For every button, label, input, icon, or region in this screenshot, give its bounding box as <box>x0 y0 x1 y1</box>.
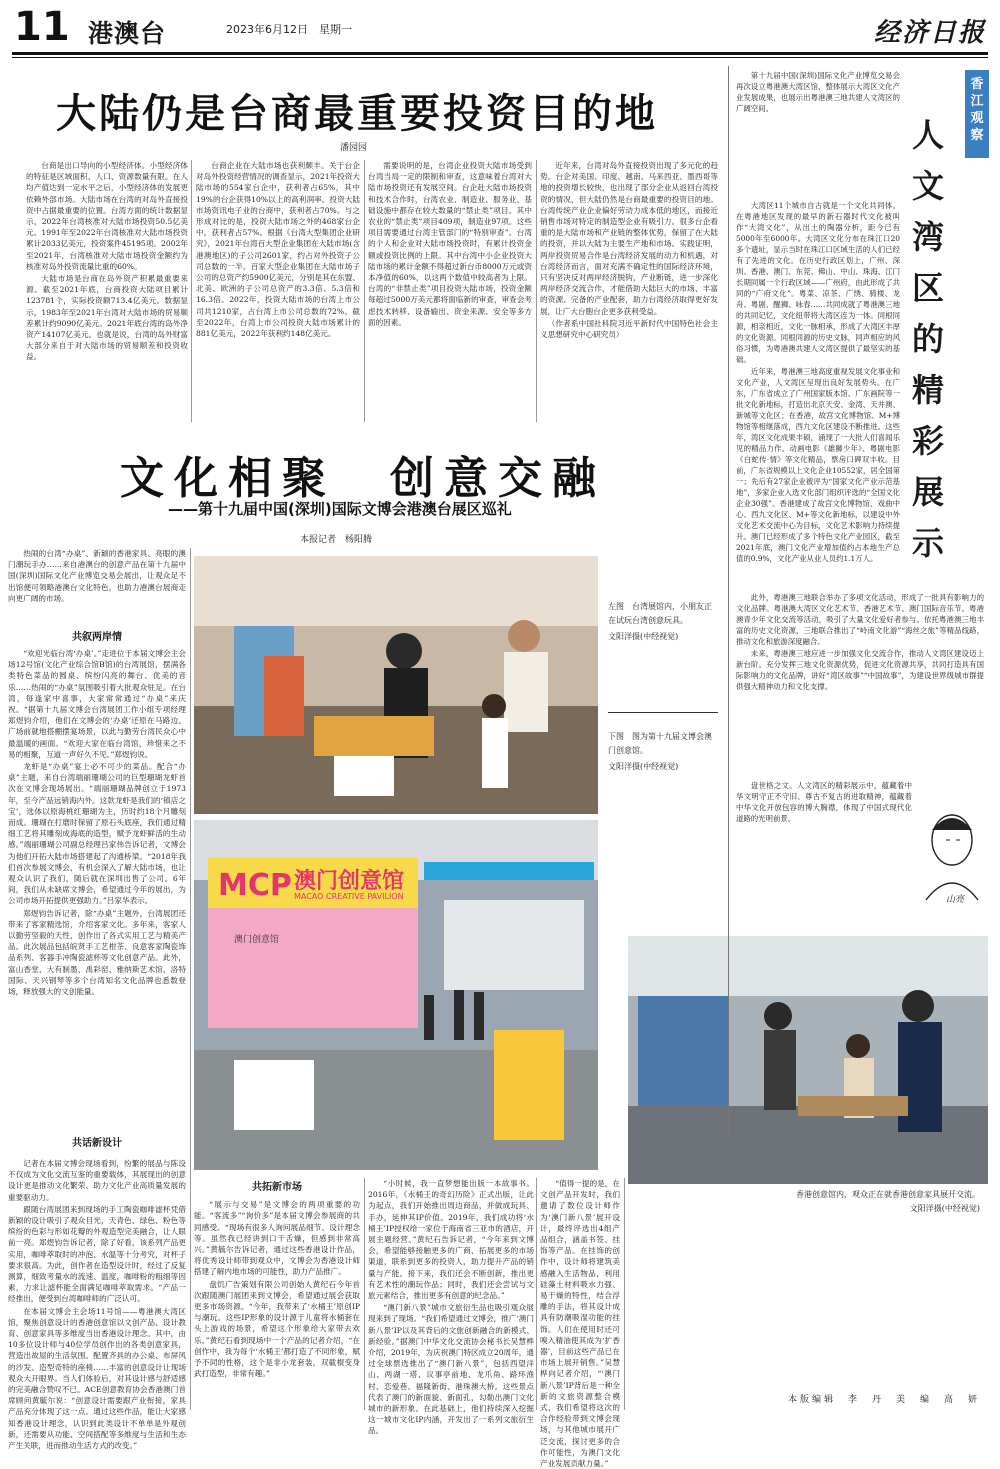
paragraph: 未来，粤港澳三地应进一步加强文化交流合作，推动人文湾区建设迈上新台阶。充分发挥三地文化资源优势，促进文化资源共享，共同打造具有国际影响力的文化品牌，讲好“湾区故事”“中国故事”，为建设世界级城市群提供强大精神动力和文化支撑。 <box>736 649 984 691</box>
article1-column-1 <box>26 160 188 422</box>
newspaper-logo: 经济日报 <box>873 18 986 48</box>
article1-author: 潘园园 <box>340 143 368 153</box>
column-rule <box>364 1178 365 1410</box>
article2-column-3 <box>368 1178 534 1436</box>
column-rule <box>191 160 192 422</box>
commentary-intro <box>736 70 900 198</box>
section-title: 港澳台 <box>88 19 167 48</box>
article1-column-3 <box>368 160 532 422</box>
column-rule <box>536 160 537 422</box>
page-number: 11 <box>14 4 70 50</box>
article2-column-1 <box>8 648 186 1128</box>
caption-bottom-photo <box>608 730 718 774</box>
paragraph: 龙虾是“办桌”宴上必不可少的菜品。配合“办桌”主题，来自台湾端丽珊瑚公司的巨型珊瑚龙虾首次在文博会现场展出。“端丽珊瑚品牌创立于1973年，至今产品远销海内外。这款龙虾是我们的‘镇店之宝’，选体以原海桃红珊瑚为主，历时约18个月雕刻而成。珊瑚在打磨时保留了原石头底座，我们通过精细工艺将其雕刻成海底的造型，赋予龙虾鲜活的生动感。”端丽珊瑚公司副总经理吕家伟告诉记者，文博会为他们开拓大陆市场搭建起了沟通桥梁。“2018年我们首次参展文博会，有机会深入了解大陆市场，也让观众认识了我们，随后就在深圳出售了公司。6年间，我们从未缺席文博会，希望通过今年的展出，为公司市场开拓提供更强助力。”吕家华表示。 <box>8 762 186 906</box>
commentary-title: 人文湾区的精彩展示 <box>911 116 944 562</box>
paragraph: “澳门新八景”城市文旅衍生品也吸引观众展现来到了现场。“我们希望通过文博会，推广‘澳门新八景’IP以及其背后的文旅创新融合的新模式、新经验。”据澳门中华文化交流协会秘书长吴慧桦介绍，2019年，为庆祝澳门特区成立20周年，通过全球票选推出了“澳门新八景”，包括西望洋山、两湖一塔、议事亭前地、龙爪角、路环渔村、恋爱巷、福隆新街、港珠澳大桥。这些景点代表了澳门的新面貌、新面孔，勾勒出澳门文化城市的新形象。在此基础上，他们持续深入挖掘这一城市文化IP内涵，开发出了一系列文旅衍生品。 <box>368 1303 534 1436</box>
article2-headline: 文化相聚 创意交融 <box>120 453 606 504</box>
paragraph: 第十九届中国(深圳)国际文化产业博览交易会再次设立粤港澳大湾区馆，整体展示大湾区文化产业发展成果，也展示出粤港澳三地共建人文湾区的广阔空间。 <box>736 71 900 113</box>
column-rule <box>536 1178 537 1410</box>
author-signature: 山亮 <box>946 895 965 905</box>
author-portrait <box>916 800 986 910</box>
column-rule <box>364 160 365 422</box>
paragraph: 记者在本届文博会现场看到，纷繁的展品与陈设不仅成为文化交流互鉴的重要载体，其展现出的创意设计更是推动文化繁荣、助力文化产业高质量发展的重要驱动力。 <box>8 1159 186 1202</box>
article1-column-2 <box>196 160 360 422</box>
caption-text: 香港创意馆内，观众正在就香港创意家具展开交流。 <box>796 1190 980 1199</box>
article1-column-4 <box>540 160 718 422</box>
subheading-2: 共话新设计 <box>72 1138 122 1149</box>
article2-lead <box>8 548 186 628</box>
photo-credit: 文阳洋摄(中经视觉) <box>909 1204 980 1213</box>
column-rule <box>624 1178 625 1410</box>
photo-taiwan-pavilion <box>194 556 598 814</box>
paragraph: 盘饥广告策划有限公司创始人黄纪石今年首次跟随澳门展团来到文博会，希望通过展会获取更多市场资源。“今年，我带来了‘水桶王’原创IP与潮玩。这些IP形象的设计源于儿童将水桶套在头上游戏的场景，希望这个形象给大家带去欢乐。”黄纪石看到现场中一个产品的记者介绍，“在创作中，我为每个‘水桶王’都打造了不同形象，赋予不同的性格，这个是非小龙套装，双截棍变身武打造型，非常有趣。” <box>194 1279 360 1379</box>
paragraph: 跟随台湾展团来到现场的手工陶瓷咖啡滤杯凭借新颖的设计吸引了观众目光，天青色、绿色、粉色等缤纷的色彩与形如花瓣的外观造型完美融合，让人眼前一亮。郑煜钧告诉记者，除了好看，该系列产品更实用，咖啡萃取时的冲泡、水温等十分考究，对杯子要求很高。为此，创作者在造型设计时，经过了反复测算，细致考量水的流速、温度，咖啡粉的粗细等因素，力求让滤杯能全面满足咖啡萃取需求。“产品一经推出，便受到台湾咖啡师的广泛认可。 <box>8 1204 186 1304</box>
paragraph: 近年来，粤港澳三地高度重视发展文化事业和文化产业，人文湾区呈现出良好发展势头。在广东，广东省成立了广州国家版本馆、广东画院等一批文化新地标，打造出北京天安、金湾、天井澳、新城等文化区；在香港，故宫文化博物馆、M+博物馆等相继落成，西九文化区建设不断推进。这些年，湾区文化成果丰硕，涌现了一大批人们喜闻乐见的精品力作。动画电影《雄狮少年》、粤剧电影《白蛇传·情》等文化精品，票房口碑双丰收。目前，广东省规模以上文化企业10552家，居全国第一；先后有27家企业被评为“国家文化产业示范基地”，多家企业入选文化部门组织评选的“全国文化企业30强”。香港建成了故宫文化博物馆、戏曲中心、西九文化区、M+等文化新地标，以建设中外文化艺术交流中心为目标，文化艺术影响力持续提升。澳门已经形成了多个特色文化产业园区，截至2021年底，澳门文化产业增加值约占本地生产总值的0.9%，文化产业从业人员约1.1万人。 <box>736 367 900 563</box>
photo-credit: 文阳洋摄(中经视觉) <box>608 762 679 771</box>
author-note: （作者系中国社科院习近平新时代中国特色社会主义思想研究中心研究员） <box>540 318 718 340</box>
photo-credit: 文阳洋摄(中经视觉) <box>608 632 679 641</box>
header-rule-thin <box>12 57 988 58</box>
paragraph: 此外，粤港澳三地联合举办了多项文化活动，形成了一批具有影响力的文化品牌。粤港澳大湾区文化艺术节、香港艺术节、澳门国际音乐节、粤港澳青少年文化交流等活动，吸引了大量文化爱好者参与。依托粤港澳三地丰富的历史文化资源，三地联合推出了“岭南文化游”“海丝之旅”等精品线路，推动文化和旅游深度融合。 <box>736 593 984 646</box>
article1-headline: 大陆仍是台商最重要投资目的地 <box>56 91 658 137</box>
paragraph: 台商是出口导向的小型经济体。小型经济体的特征是区域面积、人口、资源数量有限。在人均产值达到一定水平之后，小型经济体的发展更依赖外部市场。大陆市场在台湾的对岛外直接投资中占据最重要的位置。台湾方面的统计数据显示，2022年台湾核准对大陆市场投资50.5亿美元。1991年至2022年台湾核准对大陆市场投资累计2033亿美元，投资案件45195项。2002年至2021年，台湾核准对大陆市场投资金额约为核准对岛外投资流量比重的60%。 <box>26 161 188 271</box>
paragraph: 大湾区11个城市自古就是一个文化共同体。在粤港地区发现的最早的新石器时代文化被叫作“大湾文化”，从出土的陶器分析，距今已有5000年至6000年。大湾区文化分布在珠江口20多个遗址，显示当时在珠江口区域生活的人们已经有了先进的文化。在历史行政区划上，广州、深圳、香港、澳门、东莞、佛山、中山、珠海、江门长期同属一个行政区域——广州府，由此形成了共同的“广府文化”。粤菜、凉茶、广绣、骑楼、龙舟、粤剧、醒狮、咏春……共同成就了粤港澳三地的共同记忆，文化纽带将大湾区连为一体。同根同源，相亲相近，文化一脉相承，形成了大湾区丰厚的文化资源。同根同源的历史文脉，同声相应的风俗习惯，为粤港澳共建人文湾区提供了最坚实的基础。 <box>736 201 900 364</box>
paragraph: 台商企业在大陆市场也获利颇丰。关于台企对岛外投资经营情况的调查显示，2021年投资大陆市场的554家台企中，获利者占65%，其中19%的台企获得10%以上的高利润率。投资大陆市场资讯电子业的台商中，获利者占70%。与之形成对比的是，投资大陆市场之外的468家台企中，获利者占57%。根据《台湾大型集团企业研究》，2021年台湾百大型企业集团在大陆市场(含港澳地区)的子公司2601家，约占对外投资子公司总数的一半。百家大型企业集团在大陆市场子公司的总资产约5900亿美元，分别是其在东盟、北美、欧洲的子公司总资产的3.3倍、5.3倍和16.3倍。2022年，投资大陆市场的台湾上市公司共1210家，占台湾上市公司总数的72%。截至2022年，台湾上市公司投资大陆市场累计的881亿美元，2022年获利约148亿美元。 <box>196 161 360 339</box>
subheading-1: 共叙两岸情 <box>72 632 122 643</box>
caption-divider <box>608 712 718 713</box>
sign-small-macao: 澳门创意馆 <box>234 935 280 945</box>
commentary-body-bottom <box>736 780 912 930</box>
paragraph: 盘世格之文。人文湾区的精彩展示中，蕴藏着中华文明守正不守旧、尊古不复古的进取精神，蕴藏着中华文化开放包容的博大胸襟，体现了中国式现代化道路的光明前景。 <box>736 781 912 823</box>
commentary-body-top <box>736 200 900 590</box>
caption-hongkong-photo <box>730 1188 980 1216</box>
sign-macao-creative-en: MACAO CREATIVE PAVILION <box>294 892 404 901</box>
sign-mcp: MCP <box>218 868 292 903</box>
caption-left-photo <box>608 600 718 644</box>
photo-macao-pavilion <box>194 820 598 1170</box>
column-rule <box>190 548 191 1410</box>
article2-column-2 <box>194 1178 360 1410</box>
editor-credits: 本版编辑 李 丹 美 编 高 妍 <box>787 1395 980 1405</box>
paragraph: 郑煜钧告诉记者，除“办桌”主题外，台湾展团还带来了客家精选馆，介绍客家文化。多年来，客家人以勤劳坚毅的天性，创作出了各式实用工艺与精美产品。此次展品包括皖贤手工艺柑茶、良意客家陶瓷饰品系列、客器手冲陶瓷滤杯等文化创意产品。此外，富山香堂、大有制墨、禹彩窑、雅纳斯艺术馆、洛特国际、天兴钢琴等多个台湾知名文化品牌也悉数登场，释放强大的文创能量。 <box>8 908 186 997</box>
caption-text: 下图 图为第十九届文博会澳门创意馆。 <box>608 732 712 755</box>
commentary-body-wide <box>736 592 984 774</box>
paragraph: “小时候，我一直梦想能出版一本故事书。2016年，《水桶王的奇幻历险》正式出版，让此为起点，我们开始推出周边商品，并做成玩具、手办，延伸其IP价值。2019年，我们成功将‘水桶王’IP授权给一家位于海南省三亚市的酒店，开展主题经营。”黄纪石告诉记者，“今年来到文博会，希望能够接触更多的广商，拓展更多的市场渠道，联系到更多的投资人，助力提升产品的销量与产能。接下来，我们还会不断创新，推出更有艺术性的潮玩作品；同时，我们还会尝试与文旅元素结合，推出更多有创意的纪念品。” <box>368 1179 534 1301</box>
paragraph: “展示与交易”是文博会的两项重要的功能。“客流多”“询价多”是本届文博会参展商的共同感受。“现场有很多人询问展品细节、设计理念等。虽然我已经讲到口干舌燥，但感到非常高兴。”黄毓尔告诉记者，通过这些香港设计作品，将优秀设计师带到观众中，文博会为香港设计师搭建了解内地市场的可能性，助力产品推广。 <box>194 1200 360 1277</box>
article2-subtitle: ——第十九届中国(深圳)国际文博会港澳台展区巡礼 <box>168 500 512 518</box>
paragraph: 近年来，台湾对岛外直接投资出现了多元化的趋势。台企对美国、印度、越南、马来西亚、墨西哥等地的投资增长较快，也出现了部分企业从返回台湾投资的情况，但大陆仍然是台商最重要的投资目的地。台湾传统产业企业偏好劳动力成本低的地区，而接近销售市场对特定的制造型企业有吸引力。很多台企看重的是大陆市场和产业链的整体优势，保留了在大陆的投资，并以大陆为主要生产地和市场。实践证明，两岸投资贸易合作是台湾经济发展的动力和机遇，对台湾经济而言，面对充满不确定性的国际经济环境，只有坚决反对两岸经济脱钩，产业断链，进一步深化两岸经济交流合作，才能借助大陆巨大的市场、丰富的资源、完备的产业配套，助力台湾经济取得更好发展，让广大台胞台企更多获利受益。 <box>540 161 718 316</box>
column-tag: 香江观察 <box>965 70 989 158</box>
photo-taiwan-pavilion-graphic <box>194 556 598 814</box>
sign-macao-creative-cn: 澳门创意馆 <box>294 869 405 894</box>
article2-column-1b <box>8 1158 186 1451</box>
paragraph: 大陆市场是台商在岛外资产积累最重要来源。截至2021年底，台商投资大陆项目累计123781个，实际投资额713.4亿美元。数据显示，1983年至2021年台湾对大陆市场的贸易顺差累计约9090亿美元。2021年底台湾的岛外净资产14107亿美元。也就是说，台湾的岛外财富大部分来自于对大陆市场的贸易顺差和投资收益。 <box>26 274 188 362</box>
issue-date: 2023年6月12日 星期一 <box>226 23 352 36</box>
article2-author: 本报记者 杨阳腾 <box>300 535 373 545</box>
paragraph: 热闹的台湾“办桌”、新颖的香港家具、亮眼的澳门潮玩手办……来自港澳台的创意产品在第十九届中国(深圳)国际文化产业博览交易会展出，让观众足不出馆便可领略港澳台文化特色，也助力港澳台展商走向更广阔的市场。 <box>8 549 186 603</box>
paragraph: “值得一提的是，在文创产品开发时，我们邀请了数位设计师作为‘澳门新八景’展开设计，最终评选出4组产品组合，涵盖书签、挂饰等产品。在挂饰的创作中，设计师将建筑美感融入生活物品，利用硅藻土材料吸水力强、易干燥的特性，结合浮雕的手法，将其设计成具有防潮吸湿功能的挂饰。人们在使用时还可嗅入精油使其成为‘扩香器’，目前这些产品已在市场上展开销售。”吴慧桦向记者介绍，“‘澳门新八景’IP背后是一种全新的文旅资源整合模式，我们希望将这次的合作经验带到文博会现场，与其他城市展开广泛交流，探讨更多的合作可能性，为澳门文化产业发展贡献力量。” <box>540 1179 620 1469</box>
paragraph: 需要说明的是，台湾企业投资大陆市场受到台湾当局一定的限制和审查，这意味着台湾对大陆市场投资还有发展空间。台企赴大陆市场投资和技术合作时，台湾农业、制造业、服务业、基础设施中都存在较大数量的“禁止类”项目。其中农业的“禁止类”项目409项，制造业97项。这些项目需要通过台湾主管部门的“特别审查”。台湾的个人和企业对大陆市场投资时，有累计投资金额或投资比例的上限。其中台湾中小企业投资大陆市场的累计金额不得超过新台币8000万元或资本净值的60%，以这两个数值中较高者为上限。台湾的“非禁止类”项目投资大陆市场，投资金额每超过5000万美元都将面临新的审查，审查会考虑技术转移、设备输出、资金来源、安全等多方面的因素。 <box>368 161 532 327</box>
article2-column-4 <box>540 1178 620 1469</box>
header-rule <box>12 52 988 55</box>
paragraph: “欢迎光临台湾‘办桌’。”走进位于本届文博会主会场12号馆(文化产业综合馆B馆)的台湾展馆，摆满各类特色菜品的圆桌、缤纷闪亮的舞台、优美的音乐……热闹的“办桌”氛围吸引着大批观众驻足。在台湾，每逢家中喜事，大家常常通过“办桌”来庆祝。“据第十九届文博会台湾展团工作小组专项经理郑煜钧介绍，他们在文博会的‘办桌’还原在马路边、广场前就地搭棚摆宴场景，以此与勤劳台湾民众心中最温暖的画面。“欢迎大家在临台湾馆，珍惜来之不易的相聚，互道一声好久不见。”郑煜钧说。 <box>8 649 186 759</box>
paragraph: 在本届文博会主会场11号馆——粤港澳大湾区馆，聚焦创意设计的香港创意馆以文创产品、设计教育、创意家具等多维度当出香港设计理念。其中，由10多位设计师与40位学员创作出的各类创意家具，营造出故屋的生活氛围。配置齐具的办公桌、布屏风的沙发、造型奇特的座椅……丰富的创意设计让现场观众大开眼界。当人们体验后，对其设计感与舒适感的完美融合赞叹不已。ACE创意教育协会香港澳门首席顾问黄毓尔说：“创意设计需要跟产业衔接，家具产品充分体现了这一点。通过这些作品，能让大家感知香港设计理念，认识到此类设计不单单是外观创新，还需要从功能、空间搭配等多维度与生活和生态产生关联，进而推动生活方式的改变。” <box>8 1306 186 1451</box>
subheading-3: 共拓新市场 <box>252 1182 302 1193</box>
caption-text: 左图 台湾展馆内，小朋友正在试玩台湾创意玩具。 <box>608 602 712 625</box>
